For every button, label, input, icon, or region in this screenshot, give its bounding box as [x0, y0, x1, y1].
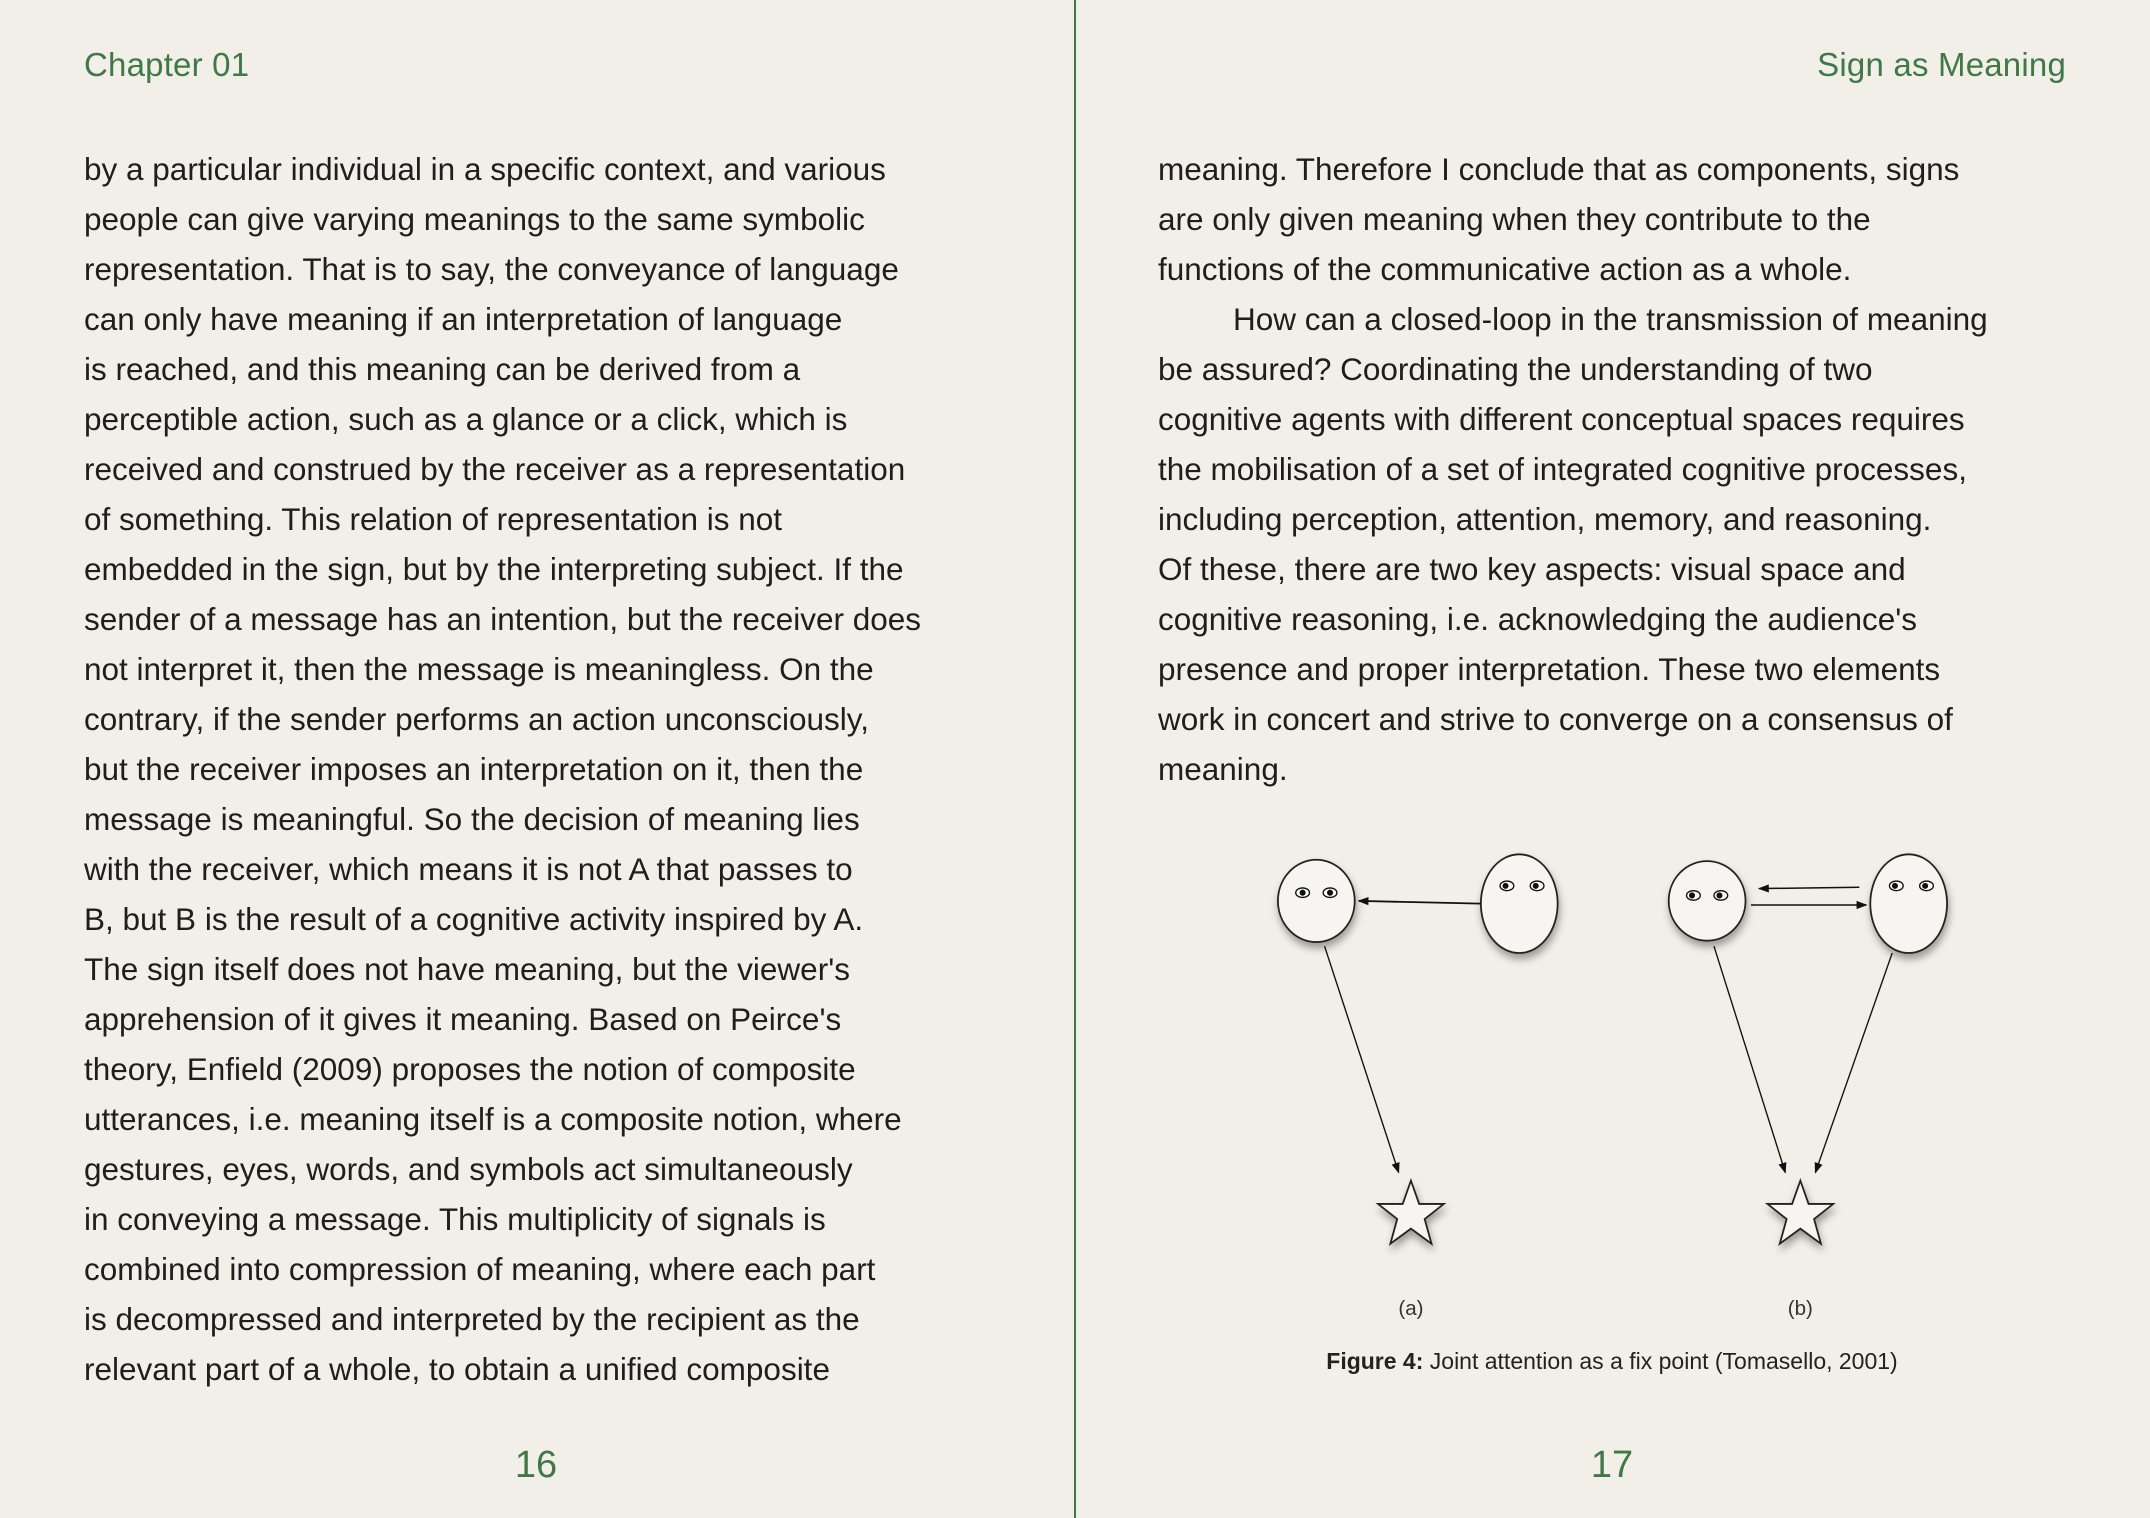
- gaze-arrow: [1714, 946, 1785, 1172]
- text-line: not interpret it, then the message is meaningless. On the: [84, 651, 874, 687]
- text-line: sender of a message has an intention, but the receiver does: [84, 601, 922, 637]
- text-line: meaning. Therefore I conclude that as components, signs: [1158, 151, 1960, 187]
- text-line: relevant part of a whole, to obtain a unified composite: [84, 1351, 830, 1387]
- text-line: cognitive reasoning, i.e. acknowledging the audience's: [1158, 601, 1918, 637]
- text-line: of something. This relation of representation is not: [84, 501, 783, 537]
- text-line: work in concert and strive to converge on a consensus of: [1158, 701, 1953, 737]
- panel-a: [1278, 854, 1558, 1320]
- gaze-arrow: [1359, 901, 1481, 904]
- text-line: functions of the communicative action as a whole.: [1158, 251, 1852, 287]
- figure-caption: [1212, 1348, 2012, 1375]
- text-line: gestures, eyes, words, and symbols act simultaneously: [84, 1151, 853, 1187]
- text-line: perceptible action, such as a glance or a click, which is: [84, 401, 848, 437]
- text-line: message is meaningful. So the decision of meaning lies: [84, 801, 860, 837]
- gaze-arrow: [1759, 887, 1859, 888]
- text-line: received and construed by the receiver as a representation: [84, 451, 906, 487]
- face-icon: [1669, 861, 1746, 941]
- page-number-left: 16: [514, 1444, 558, 1486]
- text-line: by a particular individual in a specific context, and various: [84, 151, 886, 187]
- panel-a-label: (a): [1398, 1297, 1424, 1321]
- text-line: but the receiver imposes an interpretation on it, then the: [84, 751, 864, 787]
- star-icon: [1378, 1181, 1444, 1244]
- text-line: B, but B is the result of a cognitive activity inspired by A.: [84, 901, 864, 937]
- text-line: is reached, and this meaning can be derived from a: [84, 351, 801, 387]
- panel-b-label: (b): [1787, 1297, 1813, 1321]
- text-line: the mobilisation of a set of integrated cognitive processes,: [1158, 451, 1967, 487]
- text-line: Of these, there are two key aspects: visual space and: [1158, 551, 1906, 587]
- text-line: embedded in the sign, but by the interpreting subject. If the: [84, 551, 904, 587]
- text-line: presence and proper interpretation. These two elements: [1158, 651, 1941, 687]
- text-line: utterances, i.e. meaning itself is a composite notion, where: [84, 1101, 902, 1137]
- text-line: meaning.: [1158, 751, 1288, 787]
- panel-b: [1669, 854, 1947, 1320]
- text-line: theory, Enfield (2009) proposes the notion of composite: [84, 1051, 856, 1087]
- text-line: The sign itself does not have meaning, but the viewer's: [84, 951, 850, 987]
- text-line: people can give varying meanings to the same symbolic: [84, 201, 865, 237]
- figure-caption-label: Figure 4:: [1326, 1348, 1424, 1374]
- text-line: combined into compression of meaning, where each part: [84, 1251, 876, 1287]
- figure-caption-text: Joint attention as a fix point (Tomasello, 2001): [1423, 1348, 1898, 1374]
- text-line: cognitive agents with different conceptual spaces requires: [1158, 401, 1965, 437]
- text-line: are only given meaning when they contribute to the: [1158, 201, 1871, 237]
- gaze-arrow: [1815, 953, 1892, 1172]
- text-line: in conveying a message. This multiplicity of signals is: [84, 1201, 826, 1237]
- text-line: be assured? Coordinating the understanding of two: [1158, 351, 1873, 387]
- running-header-title: Sign as Meaning: [1817, 46, 2066, 83]
- face-icon: [1481, 854, 1558, 953]
- text-line: with the receiver, which means it is not A that passes to: [84, 851, 853, 887]
- text-line: apprehension of it gives it meaning. Based on Peirce's: [84, 1001, 842, 1037]
- star-icon: [1767, 1181, 1833, 1244]
- text-line: contrary, if the sender performs an action unconsciously,: [84, 701, 869, 737]
- text-line: How can a closed-loop in the transmission of meaning: [1233, 301, 1988, 337]
- running-header-chapter: Chapter 01: [84, 46, 250, 83]
- text-line: representation. That is to say, the conveyance of language: [84, 251, 899, 287]
- page-number-right: 17: [1590, 1444, 1634, 1486]
- text-line: is decompressed and interpreted by the recipient as the: [84, 1301, 860, 1337]
- text-line: can only have meaning if an interpretation of language: [84, 301, 843, 337]
- face-icon: [1870, 854, 1947, 953]
- text-line: including perception, attention, memory, and reasoning.: [1158, 501, 1932, 537]
- gaze-arrow: [1325, 946, 1399, 1172]
- face-icon: [1278, 860, 1355, 942]
